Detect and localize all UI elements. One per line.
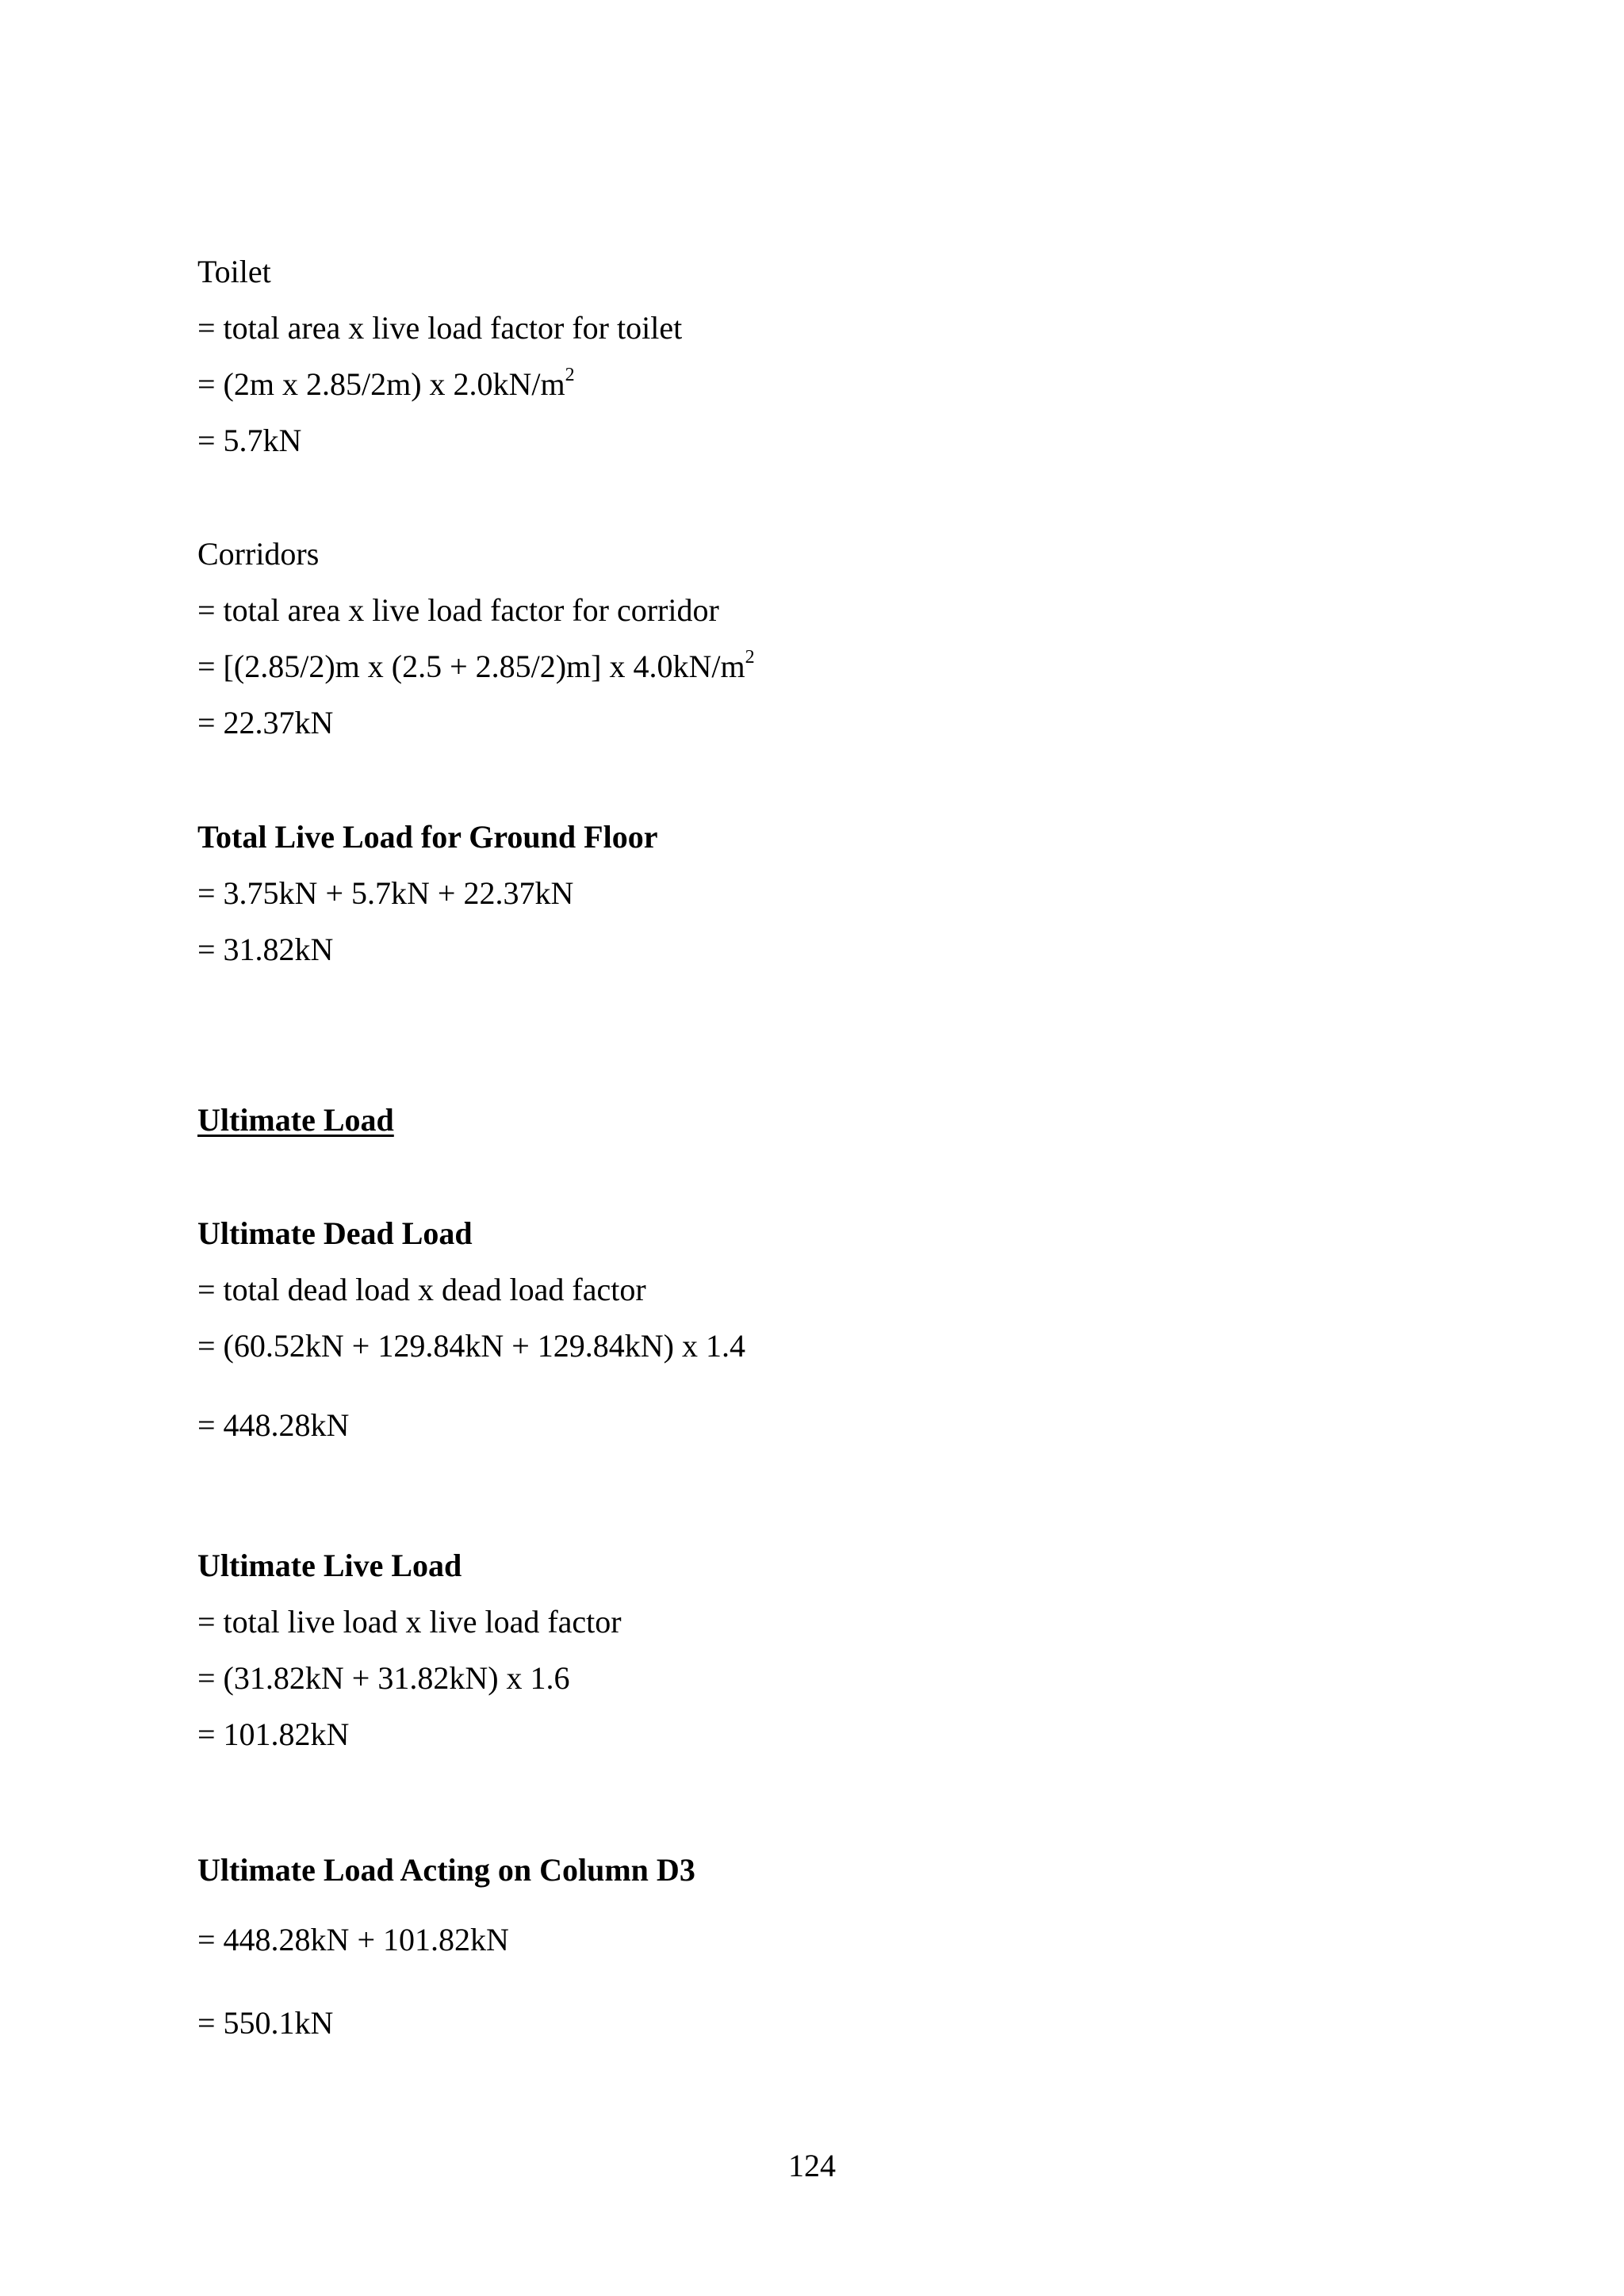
ultimate-column-line-1: = 448.28kN + 101.82kN bbox=[197, 1922, 509, 1957]
ultimate-dead-line-3: = 448.28kN bbox=[197, 1407, 350, 1443]
toilet-line-2-text: = (2m x 2.85/2m) x 2.0kN/m bbox=[197, 366, 565, 402]
corridors-heading: Corridors bbox=[197, 536, 320, 572]
total-live-ground-line-2: = 31.82kN bbox=[197, 932, 334, 967]
ultimate-live-line-3: = 101.82kN bbox=[197, 1716, 350, 1752]
ultimate-live-line-1: = total live load x live load factor bbox=[197, 1604, 622, 1640]
total-live-ground-line-1: = 3.75kN + 5.7kN + 22.37kN bbox=[197, 875, 574, 911]
toilet-line-3: = 5.7kN bbox=[197, 423, 302, 458]
corridors-line-1: = total area x live load factor for corridor bbox=[197, 592, 719, 628]
ultimate-load-heading: Ultimate Load bbox=[197, 1102, 394, 1138]
toilet-line-2-superscript: 2 bbox=[565, 365, 575, 385]
ultimate-live-line-2: = (31.82kN + 31.82kN) x 1.6 bbox=[197, 1660, 570, 1696]
toilet-line-2 bbox=[197, 365, 575, 402]
toilet-line-1: = total area x live load factor for toilet bbox=[197, 310, 683, 346]
total-live-ground-heading: Total Live Load for Ground Floor bbox=[197, 819, 658, 855]
ultimate-column-line-2: = 550.1kN bbox=[197, 2005, 334, 2041]
toilet-heading: Toilet bbox=[197, 254, 271, 289]
corridors-line-3: = 22.37kN bbox=[197, 705, 334, 740]
ultimate-dead-line-1: = total dead load x dead load factor bbox=[197, 1272, 646, 1307]
corridors-line-2-superscript: 2 bbox=[745, 647, 755, 668]
ultimate-dead-heading: Ultimate Dead Load bbox=[197, 1215, 473, 1251]
corridors-line-2-text: = [(2.85/2)m x (2.5 + 2.85/2)m] x 4.0kN/m bbox=[197, 649, 745, 684]
ultimate-live-heading: Ultimate Live Load bbox=[197, 1548, 462, 1583]
page-number: 124 bbox=[788, 2148, 836, 2183]
ultimate-column-heading: Ultimate Load Acting on Column D3 bbox=[197, 1852, 695, 1888]
ultimate-dead-line-2: = (60.52kN + 129.84kN + 129.84kN) x 1.4 bbox=[197, 1328, 745, 1364]
corridors-line-2 bbox=[197, 647, 755, 684]
